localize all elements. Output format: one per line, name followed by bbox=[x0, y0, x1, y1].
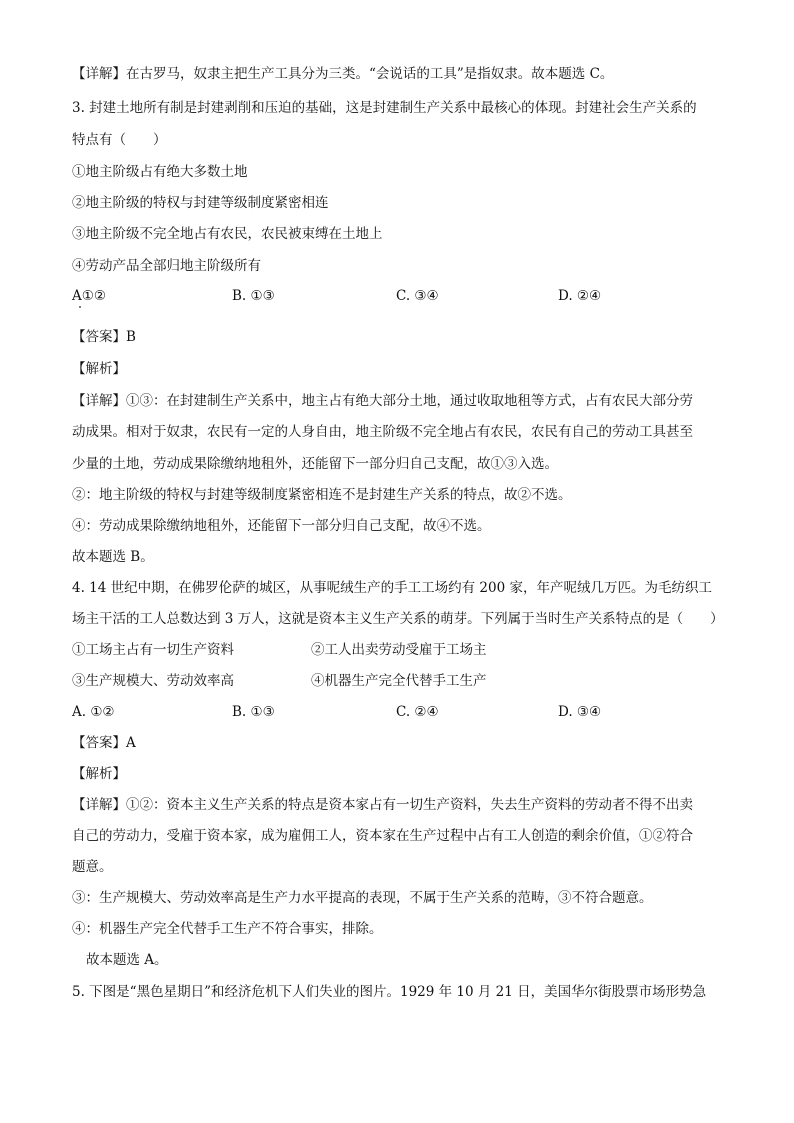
q4-item-1: ①工场主占有一切生产资料 bbox=[72, 642, 234, 658]
q4-item-4: ④机器生产完全代替手工生产 bbox=[311, 673, 487, 689]
q3-detail-line6: 故本题选 B。 bbox=[72, 549, 154, 565]
q2-detail: 【详解】在古罗马，奴隶主把生产工具分为三类。“会说话的工具”是指奴隶。故本题选 C。 bbox=[72, 66, 614, 82]
q3-analysis-label: 【解析】 bbox=[72, 361, 126, 377]
q4-analysis-label: 【解析】 bbox=[72, 766, 126, 782]
q3-option-d: D. ②④ bbox=[558, 288, 602, 304]
q3-detail-line1: 【详解】①③：在封建制生产关系中，地主占有绝大部分土地，通过收取地租等方式，占有农民大部分劳 bbox=[72, 393, 693, 409]
q4-option-c: C. ②④ bbox=[396, 704, 439, 720]
q4-stem-line1: 4. 14 世纪中期，在佛罗伦萨的城区，从事呢绒生产的手工工场约有 200 家，年产呢绒几万匹。为毛纺织工 bbox=[72, 580, 712, 596]
q3-item-3: ③地主阶级不完全地占有农民，农民被束缚在土地上 bbox=[72, 226, 383, 242]
q4-option-b: B. ①③ bbox=[232, 704, 275, 720]
q3-option-b: B. ①③ bbox=[232, 288, 275, 304]
q3-option-c: C. ③④ bbox=[396, 288, 439, 304]
q3-detail-line2: 动成果。相对于奴隶，农民有一定的人身自由，地主阶级不完全地占有农民，农民有自己的劳动工具甚至 bbox=[72, 424, 693, 440]
q4-detail-line4: ③：生产规模大、劳动效率高是生产力水平提高的表现，不属于生产关系的范畴，③不符合题意。 bbox=[72, 890, 653, 906]
q3-stem-line2: 特点有（ ） bbox=[72, 132, 167, 148]
q4-detail-line6: 故本题选 A。 bbox=[86, 952, 168, 968]
q3-stem-line1: 3. 封建土地所有制是封建剥削和压迫的基础，这是封建制生产关系中最核心的体现。封建社会生产关系的 bbox=[72, 100, 697, 116]
q3-item-4: ④劳动产品全部归地主阶级所有 bbox=[72, 258, 261, 274]
q4-stem-line2: 场主干活的工人总数达到 3 万人，这就是资本主义生产关系的萌芽。下列属于当时生产关系特点的是（ ） bbox=[72, 611, 724, 627]
q5-stem-line1: 5. 下图是“黑色星期日”和经济危机下人们失业的图片。1929 年 10 月 21 日，美国华尔街股票市场形势急 bbox=[72, 984, 707, 1000]
q4-item-2: ②工人出卖劳动受雇于工场主 bbox=[311, 642, 487, 658]
q3-item-1: ①地主阶级占有绝大多数土地 bbox=[72, 164, 248, 180]
q4-detail-line5: ④：机器生产完全代替手工生产不符合事实，排除。 bbox=[72, 921, 383, 937]
q4-option-a: A. ①② bbox=[72, 704, 115, 720]
q4-answer: 【答案】A bbox=[72, 735, 136, 751]
q3-detail-line3: 少量的土地，劳动成果除缴纳地租外，还能留下一部分归自己支配，故①③入选。 bbox=[72, 456, 558, 472]
q3-item-2: ②地主阶级的特权与封建等级制度紧密相连 bbox=[72, 195, 329, 211]
q3-detail-line4: ②：地主阶级的特权与封建等级制度紧密相连不是封建生产关系的特点，故②不选。 bbox=[72, 487, 572, 503]
q4-detail-line1: 【详解】①②：资本主义生产关系的特点是资本家占有一切生产资料，失去生产资料的劳动者不得不出卖 bbox=[72, 797, 693, 813]
q3-detail-line5: ④：劳动成果除缴纳地租外，还能留下一部分归自己支配，故④不选。 bbox=[72, 518, 491, 534]
q4-detail-line3: 题意。 bbox=[72, 859, 113, 875]
stray-dot bbox=[79, 306, 81, 308]
q3-option-a: A①② bbox=[72, 288, 106, 304]
q4-detail-line2: 自己的劳动力，受雇于资本家，成为雇佣工人，资本家在生产过程中占有工人创造的剩余价值，①②符合 bbox=[72, 828, 693, 844]
q3-answer: 【答案】B bbox=[72, 329, 136, 345]
q4-item-3: ③生产规模大、劳动效率高 bbox=[72, 673, 234, 689]
q4-option-d: D. ③④ bbox=[558, 704, 602, 720]
